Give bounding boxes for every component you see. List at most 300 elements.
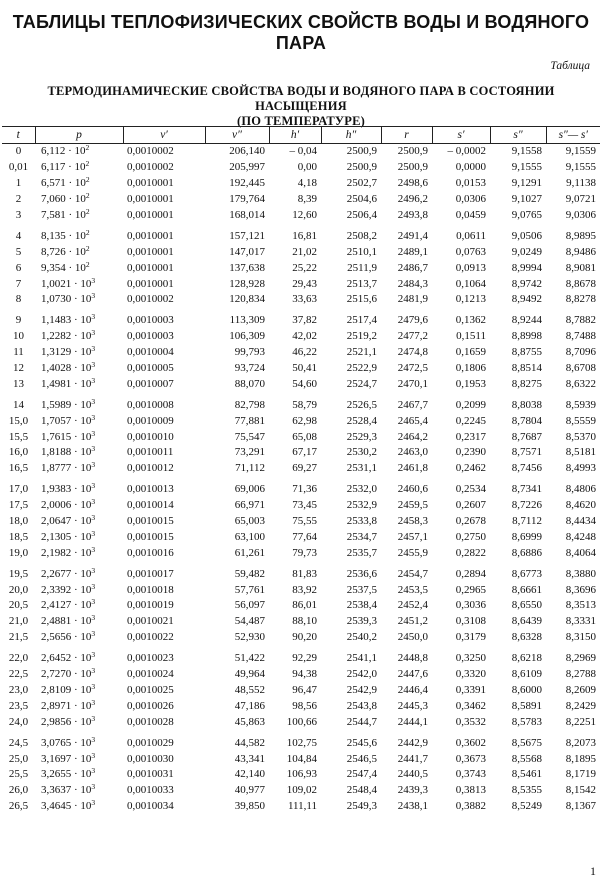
cell-s-vapor: 8,9742	[511, 277, 542, 290]
cell-s-diff: 8,3150	[565, 631, 596, 644]
cell-t: 21,5	[8, 631, 29, 644]
cell-r: 2445,3	[397, 699, 428, 712]
cell-h-liquid: 94,38	[292, 668, 317, 681]
cell-s-vapor: 8,7226	[511, 499, 542, 512]
cell-r: 2458,3	[397, 515, 428, 528]
cell-h-vapor: 2548,4	[346, 784, 377, 797]
cell-h-liquid: 33,63	[292, 293, 317, 306]
cell-s-vapor: 8,6439	[511, 615, 542, 628]
cell-r: 2461,8	[397, 462, 428, 475]
cell-h-liquid: 79,73	[292, 546, 317, 559]
cell-s-liquid: 0,3179	[455, 631, 486, 644]
pressure-mantissa: 1,5989	[41, 398, 72, 411]
cell-h-liquid: 46,22	[292, 346, 317, 359]
cell-h-vapor: 2515,6	[346, 293, 377, 306]
cell-t: 22,5	[8, 668, 29, 681]
cell-h-vapor: 2543,8	[346, 699, 377, 712]
cell-s-diff: 8,4248	[565, 530, 596, 543]
cell-v-liquid: 0,0010004	[127, 346, 174, 359]
cell-v-vapor: 93,724	[234, 362, 265, 375]
cell-s-diff: 8,5370	[565, 430, 596, 443]
cell-s-liquid: 0,3602	[455, 736, 486, 749]
cell-h-vapor: 2542,9	[346, 683, 377, 696]
times-ten: · 10	[71, 430, 92, 443]
cell-t: 14	[13, 398, 24, 411]
pressure-exponent: 3	[91, 613, 96, 623]
cell-h-vapor: 2526,5	[346, 398, 377, 411]
pressure-mantissa: 8,726	[41, 245, 66, 258]
cell-h-liquid: 50,41	[292, 362, 317, 375]
cell-v-vapor: 69,006	[234, 483, 265, 496]
times-ten: · 10	[71, 683, 92, 696]
pressure-exponent: 2	[85, 207, 90, 216]
cell-s-vapor: 8,7571	[511, 446, 542, 459]
pressure-exponent: 3	[91, 360, 96, 370]
pressure-exponent: 3	[91, 328, 96, 338]
cell-v-vapor: 168,014	[229, 209, 265, 221]
cell-s-diff: 9,1559	[565, 145, 596, 158]
cell-r: 2451,2	[397, 615, 428, 628]
pressure-exponent: 3	[91, 798, 96, 808]
cell-p	[35, 176, 123, 192]
cell-h-vapor: 2546,5	[346, 752, 377, 765]
cell-r: 2460,6	[397, 483, 428, 496]
pressure-exponent: 3	[91, 497, 96, 507]
cell-s-liquid: 0,1806	[455, 362, 486, 375]
table-row	[2, 345, 600, 361]
cell-s-diff: 8,9895	[565, 229, 596, 242]
times-ten: · 10	[71, 800, 92, 813]
cell-v-vapor: 54,487	[234, 615, 265, 628]
cell-h-liquid: 96,47	[292, 683, 317, 696]
times-ten: · 10	[71, 715, 92, 728]
times-ten: · 10	[71, 277, 92, 290]
pressure-mantissa: 9,354	[41, 261, 66, 274]
times-ten: · 10	[71, 330, 92, 343]
cell-p	[35, 751, 123, 767]
cell-h-liquid: 104,84	[286, 752, 317, 765]
table-row	[2, 413, 600, 429]
table-row	[2, 208, 600, 224]
cell-s-liquid: 0,3532	[455, 715, 486, 728]
pressure-exponent: 3	[91, 750, 96, 760]
cell-s-vapor: 8,8275	[511, 377, 542, 390]
cell-v-vapor: 40,977	[234, 784, 265, 797]
times-ten: · 10	[71, 414, 92, 427]
cell-v-vapor: 66,971	[234, 499, 265, 512]
cell-s-vapor: 8,9244	[511, 314, 542, 327]
pressure-mantissa: 8,135	[41, 229, 66, 242]
cell-v-liquid: 0,0010011	[127, 446, 174, 459]
cell-s-liquid: 0,3036	[455, 599, 486, 612]
table-row	[2, 329, 600, 345]
table-row	[2, 582, 600, 598]
col-header-t: t	[2, 127, 35, 144]
cell-r: 2477,2	[397, 330, 428, 343]
cell-p	[35, 698, 123, 714]
cell-h-vapor: 2522,9	[346, 362, 377, 375]
times-ten: · 10	[65, 209, 86, 221]
times-ten: · 10	[71, 699, 92, 712]
cell-s-liquid: 0,0000	[455, 161, 486, 174]
times-ten: · 10	[71, 784, 92, 797]
pressure-mantissa: 3,0765	[41, 736, 72, 749]
cell-s-liquid: 0,2750	[455, 530, 486, 543]
cell-t: 11	[13, 346, 24, 359]
cell-r: 2442,9	[397, 736, 428, 749]
cell-s-vapor: 8,5461	[511, 768, 542, 781]
table-row	[2, 667, 600, 683]
cell-p	[35, 208, 123, 224]
pressure-mantissa: 2,3392	[41, 583, 72, 596]
cell-s-diff: 8,2788	[565, 668, 596, 681]
cell-s-liquid: 0,0306	[455, 193, 486, 206]
pressure-exponent: 3	[91, 396, 96, 406]
table-row	[2, 514, 600, 530]
table-row	[2, 176, 600, 192]
cell-s-diff: 8,1895	[565, 752, 596, 765]
cell-h-vapor: 2536,6	[346, 567, 377, 580]
page-number: 1	[590, 864, 596, 878]
cell-p	[35, 561, 123, 582]
cell-s-diff: 8,6322	[565, 377, 596, 390]
pressure-mantissa: 1,8777	[41, 462, 72, 475]
cell-s-diff: 8,6708	[565, 362, 596, 375]
cell-s-diff: 8,4620	[565, 499, 596, 512]
pressure-mantissa: 1,0730	[41, 293, 72, 306]
cell-s-liquid: 0,3320	[455, 668, 486, 681]
saturation-properties-table	[2, 126, 600, 815]
cell-s-liquid: 0,2534	[455, 483, 486, 496]
cell-t: 21,0	[8, 615, 29, 628]
cell-t: 24,0	[8, 715, 29, 728]
table-row	[2, 223, 600, 244]
cell-h-vapor: 2538,4	[346, 599, 377, 612]
pressure-exponent: 3	[91, 713, 96, 723]
times-ten: · 10	[71, 446, 92, 459]
cell-p	[35, 667, 123, 683]
cell-s-diff: 8,9081	[565, 261, 596, 274]
pressure-mantissa: 2,1982	[41, 546, 72, 559]
cell-h-vapor: 2519,2	[346, 330, 377, 343]
cell-r: 2498,6	[397, 177, 428, 190]
cell-t: 12	[13, 362, 24, 375]
pressure-exponent: 3	[91, 481, 96, 491]
cell-h-liquid: 69,27	[292, 462, 317, 475]
cell-s-diff: 8,2429	[565, 699, 596, 712]
cell-p	[35, 683, 123, 699]
cell-s-liquid: 0,0611	[456, 229, 486, 242]
cell-r: 2489,1	[397, 245, 428, 258]
cell-s-liquid: 0,2965	[455, 583, 486, 596]
cell-h-vapor: 2521,1	[346, 346, 377, 359]
cell-s-liquid: 0,2607	[455, 499, 486, 512]
cell-t: 19,5	[8, 567, 29, 580]
table-title-line-2: (ПО ТЕМПЕРАТУРЕ)	[236, 114, 366, 128]
cell-r: 2481,9	[397, 293, 428, 306]
cell-p	[35, 392, 123, 413]
cell-v-vapor: 47,186	[234, 699, 265, 712]
cell-v-vapor: 75,547	[234, 430, 265, 443]
cell-s-liquid: 0,1953	[455, 377, 486, 390]
cell-v-liquid: 0,0010030	[127, 752, 174, 765]
table-title-line-1: ТЕРМОДИНАМИЧЕСКИЕ СВОЙСТВА ВОДЫ И ВОДЯНОГО ПАРА В СОСТОЯНИИ НАСЫЩЕНИЯ	[47, 84, 555, 113]
cell-p	[35, 144, 123, 160]
cell-v-vapor: 42,140	[234, 768, 265, 781]
cell-s-diff: 8,5559	[565, 414, 596, 427]
cell-s-liquid: 0,0763	[455, 245, 486, 258]
cell-s-liquid: 0,2462	[455, 462, 486, 475]
cell-r: 2457,1	[397, 530, 428, 543]
cell-s-diff: 8,7488	[565, 330, 596, 343]
cell-r: 2486,7	[397, 261, 428, 274]
cell-p	[35, 514, 123, 530]
table-title	[0, 84, 602, 129]
cell-h-liquid: 81,83	[292, 567, 317, 580]
pressure-exponent: 3	[91, 344, 96, 354]
cell-t: 18,5	[8, 530, 29, 543]
cell-v-liquid: 0,0010001	[127, 177, 174, 190]
pressure-mantissa: 1,9383	[41, 483, 72, 496]
cell-s-vapor: 8,5783	[511, 715, 542, 728]
pressure-mantissa: 1,7057	[41, 414, 72, 427]
cell-t: 19,0	[8, 546, 29, 559]
cell-v-liquid: 0,0010003	[127, 314, 174, 327]
cell-h-liquid: 106,93	[286, 768, 317, 781]
cell-s-diff: 8,2251	[565, 715, 596, 728]
cell-r: 2484,3	[397, 277, 428, 290]
pressure-exponent: 3	[91, 697, 96, 707]
cell-s-liquid: 0,2822	[455, 546, 486, 559]
cell-h-liquid: 54,60	[292, 377, 317, 390]
times-ten: · 10	[65, 245, 86, 258]
cell-s-liquid: 0,0153	[455, 177, 486, 190]
cell-r: 2444,1	[397, 715, 428, 728]
table-row	[2, 276, 600, 292]
pressure-mantissa: 2,9856	[41, 715, 72, 728]
cell-s-diff: 8,8678	[565, 277, 596, 290]
cell-s-vapor: 9,0765	[511, 209, 542, 221]
pressure-mantissa: 1,8188	[41, 446, 72, 459]
cell-h-liquid: 0,00	[297, 161, 317, 174]
cell-t: 13	[13, 377, 24, 390]
table-row	[2, 461, 600, 477]
table-row	[2, 429, 600, 445]
cell-s-liquid: 0,2678	[455, 515, 486, 528]
pressure-exponent: 3	[91, 513, 96, 523]
cell-v-liquid: 0,0010001	[127, 229, 174, 242]
cell-h-vapor: 2532,9	[346, 499, 377, 512]
cell-s-vapor: 8,6773	[511, 567, 542, 580]
table-row	[2, 698, 600, 714]
cell-t: 1	[15, 177, 22, 190]
cell-h-liquid: 71,36	[292, 483, 317, 496]
cell-h-vapor: 2500,9	[346, 145, 377, 158]
cell-v-vapor: 147,017	[229, 245, 265, 258]
cell-h-vapor: 2539,3	[346, 615, 377, 628]
cell-v-vapor: 61,261	[234, 546, 265, 559]
cell-v-vapor: 192,445	[229, 177, 265, 190]
cell-s-liquid: 0,3250	[455, 652, 486, 665]
cell-v-vapor: 52,930	[234, 631, 265, 644]
table-row	[2, 376, 600, 392]
cell-v-liquid: 0,0010023	[127, 652, 174, 665]
cell-t: 17,5	[8, 499, 29, 512]
cell-t: 23,5	[8, 699, 29, 712]
pressure-exponent: 3	[91, 412, 96, 422]
times-ten: · 10	[65, 161, 86, 174]
pressure-mantissa: 1,1483	[41, 314, 72, 327]
cell-r: 2463,0	[397, 446, 428, 459]
times-ten: · 10	[71, 652, 92, 665]
cell-h-vapor: 2545,6	[346, 736, 377, 749]
table-row	[2, 799, 600, 815]
times-ten: · 10	[71, 346, 92, 359]
cell-v-vapor: 63,100	[234, 530, 265, 543]
pressure-exponent: 3	[91, 312, 96, 322]
table-row	[2, 767, 600, 783]
pressure-mantissa: 1,7615	[41, 430, 72, 443]
table-row	[2, 630, 600, 646]
table-row	[2, 260, 600, 276]
pressure-exponent: 3	[91, 629, 96, 639]
table-row	[2, 498, 600, 514]
times-ten: · 10	[71, 631, 92, 644]
cell-v-liquid: 0,0010014	[127, 499, 174, 512]
cell-r: 2439,3	[397, 784, 428, 797]
cell-p	[35, 630, 123, 646]
pressure-exponent: 3	[91, 375, 96, 385]
pressure-mantissa: 2,4881	[41, 615, 72, 628]
cell-s-vapor: 8,6886	[511, 546, 542, 559]
cell-s-diff: 8,4434	[565, 515, 596, 528]
cell-p	[35, 646, 123, 667]
table-row	[2, 160, 600, 176]
cell-s-vapor: 9,0249	[511, 245, 542, 258]
table-row	[2, 751, 600, 767]
cell-p	[35, 223, 123, 244]
cell-s-liquid: – 0,0002	[447, 145, 486, 158]
table-row	[2, 598, 600, 614]
pressure-exponent: 2	[85, 259, 90, 269]
cell-v-vapor: 120,834	[229, 293, 265, 306]
times-ten: · 10	[65, 229, 86, 242]
cell-p	[35, 598, 123, 614]
cell-r: 2446,4	[397, 683, 428, 696]
cell-p	[35, 276, 123, 292]
table-row	[2, 683, 600, 699]
table-row	[2, 361, 600, 377]
times-ten: · 10	[71, 499, 92, 512]
cell-v-liquid: 0,0010007	[127, 377, 174, 390]
cell-h-liquid: 100,66	[286, 715, 317, 728]
cell-h-vapor: 2517,4	[346, 314, 377, 327]
cell-h-vapor: 2533,8	[346, 515, 377, 528]
cell-h-vapor: 2547,4	[346, 768, 377, 781]
cell-s-diff: 8,1542	[565, 784, 596, 797]
cell-v-vapor: 45,863	[234, 715, 265, 728]
cell-s-liquid: 0,3813	[455, 784, 486, 797]
cell-s-vapor: 8,9994	[511, 261, 542, 274]
cell-h-liquid: 88,10	[292, 615, 317, 628]
cell-s-liquid: 0,2390	[455, 446, 486, 459]
cell-r: 2447,6	[397, 668, 428, 681]
pressure-mantissa: 1,3129	[41, 346, 72, 359]
cell-t: 18,0	[8, 515, 29, 528]
table-row	[2, 614, 600, 630]
cell-s-diff: 8,7096	[565, 346, 596, 359]
pressure-mantissa: 2,8971	[41, 699, 72, 712]
pressure-exponent: 3	[91, 766, 96, 776]
cell-p	[35, 308, 123, 329]
cell-t: 16,5	[8, 462, 29, 475]
cell-s-vapor: 8,7112	[512, 515, 542, 528]
cell-s-diff: 9,0721	[565, 193, 596, 206]
pressure-exponent: 2	[85, 243, 90, 253]
cell-r: 2450,0	[397, 631, 428, 644]
cell-r: 2500,9	[397, 145, 428, 158]
cell-v-vapor: 71,112	[235, 462, 265, 475]
cell-t: 20,0	[8, 583, 29, 596]
cell-s-vapor: 8,6661	[511, 583, 542, 596]
cell-s-liquid: 0,0459	[455, 209, 486, 221]
pressure-exponent: 3	[91, 544, 96, 554]
table-row	[2, 730, 600, 751]
cell-h-vapor: 2502,7	[346, 177, 377, 190]
table-row	[2, 545, 600, 561]
cell-h-vapor: 2540,2	[346, 631, 377, 644]
cell-v-liquid: 0,0010016	[127, 546, 174, 559]
table-label: Таблица	[550, 60, 590, 72]
pressure-exponent: 3	[91, 528, 96, 538]
cell-v-liquid: 0,0010002	[127, 293, 174, 306]
cell-r: 2479,6	[397, 314, 428, 327]
cell-v-liquid: 0,0010013	[127, 483, 174, 496]
cell-s-diff: 8,4064	[565, 546, 596, 559]
pressure-mantissa: 2,7270	[41, 668, 72, 681]
cell-t: 26,0	[8, 784, 29, 797]
pressure-mantissa: 7,581	[41, 209, 66, 221]
cell-v-liquid: 0,0010018	[127, 583, 174, 596]
pressure-exponent: 3	[91, 291, 96, 301]
page-title: ТАБЛИЦЫ ТЕПЛОФИЗИЧЕСКИХ СВОЙСТВ ВОДЫ И ВОДЯНОГО ПАРА	[12, 12, 590, 53]
cell-s-vapor: 8,7804	[511, 414, 542, 427]
cell-v-liquid: 0,0010005	[127, 362, 174, 375]
cell-r: 2467,7	[397, 398, 428, 411]
cell-t: 0	[15, 145, 22, 158]
cell-s-liquid: 0,3673	[455, 752, 486, 765]
cell-s-diff: 8,1719	[565, 768, 596, 781]
times-ten: · 10	[71, 293, 92, 306]
pressure-mantissa: 3,3637	[41, 784, 72, 797]
cell-r: 2496,2	[397, 193, 428, 206]
cell-r: 2459,5	[397, 499, 428, 512]
cell-v-liquid: 0,0010015	[127, 530, 174, 543]
cell-r: 2500,9	[397, 161, 428, 174]
cell-t: 17,0	[8, 483, 29, 496]
cell-s-vapor: 8,7687	[511, 430, 542, 443]
cell-h-liquid: 73,45	[292, 499, 317, 512]
cell-s-vapor: 8,7341	[511, 483, 542, 496]
cell-v-vapor: 99,793	[234, 346, 265, 359]
cell-s-liquid: 0,2317	[455, 430, 486, 443]
cell-r: 2454,7	[397, 567, 428, 580]
cell-h-vapor: 2535,7	[346, 546, 377, 559]
cell-p	[35, 429, 123, 445]
cell-t: 6	[15, 261, 22, 274]
cell-s-vapor: 8,8755	[511, 346, 542, 359]
table-row	[2, 783, 600, 799]
